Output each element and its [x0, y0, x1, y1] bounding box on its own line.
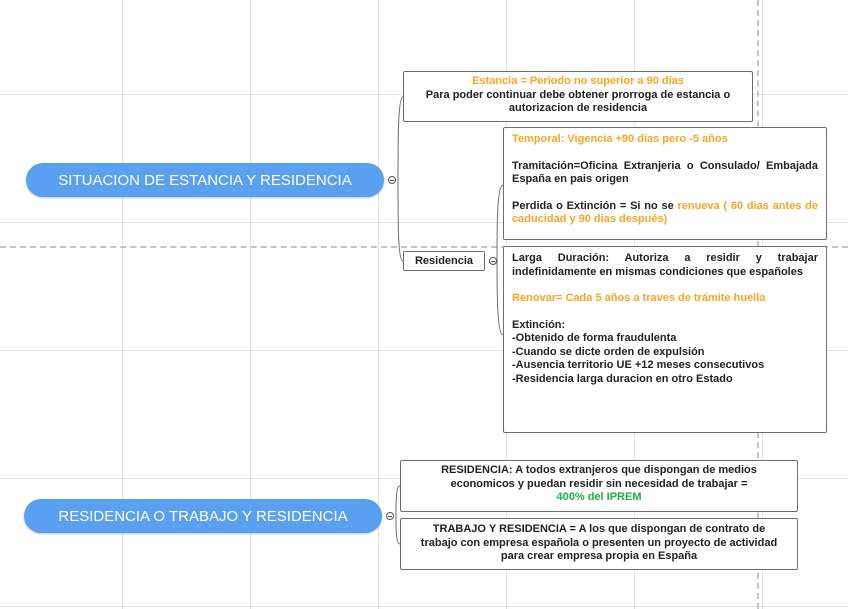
node-residencia-medios-text: RESIDENCIA: A todos extranjeros que dispongan de medios economicos y puedan residir sin necesidad de trabajar =: [441, 464, 757, 490]
node-trabajo-residencia[interactable]: [400, 518, 798, 570]
node-trabajo-residencia-text: TRABAJO Y RESIDENCIA = A los que dispongan de contrato de trabajo con empresa española o presenten un proyecto de actividad para crear empresa propia en España: [420, 523, 778, 562]
node-residencia[interactable]: [403, 251, 485, 271]
node-larga-extincion-item: -Obtenido de forma fraudulenta: [512, 332, 677, 344]
node-residencia-label: Residencia: [414, 255, 474, 267]
node-estancia[interactable]: [403, 71, 753, 122]
node-residencia-temporal[interactable]: [503, 127, 827, 240]
node-larga-extincion-item: -Ausencia territorio UE +12 meses consecutivos: [512, 359, 765, 371]
node-larga-renovar: Renovar= Cada 5 años a traves de trámite huella: [512, 292, 766, 304]
node-residencia-medios-highlight: 400% del IPREM: [556, 491, 642, 503]
node-estancia-title: Estancia = Periodo no superior a 90 días: [472, 75, 684, 87]
node-residencia-medios[interactable]: [400, 460, 798, 512]
node-larga-extincion-title: Extinción:: [512, 318, 566, 331]
root-node-label: RESIDENCIA O TRABAJO Y RESIDENCIA: [58, 507, 348, 525]
collapse-toggle-icon[interactable]: [386, 512, 394, 520]
node-residencia-larga-duracion[interactable]: [503, 246, 827, 433]
node-larga-extincion-item: -Residencia larga duracion en otro Estado: [512, 372, 733, 385]
node-temporal-perdida: [512, 200, 818, 227]
collapse-toggle-icon[interactable]: [489, 257, 497, 265]
connector-root1-residencia: [398, 180, 403, 261]
root-node-residencia-trabajo[interactable]: [24, 499, 382, 533]
node-temporal-title: Temporal: Vigencia +90 días pero -5 años: [512, 133, 728, 145]
node-temporal-tramitacion: Tramitación=Oficina Extranjeria o Consulado/ Embajada España en pais origen: [512, 159, 818, 185]
collapse-toggle-icon[interactable]: [388, 176, 396, 184]
node-larga-extincion-item: -Cuando se dicte orden de expulsión: [512, 345, 705, 358]
node-temporal-perdida-prefix: Perdida o Extinción = Si no se: [512, 199, 678, 212]
node-larga-text: Larga Duración: Autoriza a residir y trabajar indefinidamente en mismas condiciones que españoles: [512, 252, 818, 278]
node-estancia-body: Para poder continuar debe obtener prorroga de estancia o autorizacion de residencia: [425, 88, 731, 114]
node-temporal-perdida-highlight: renueva ( 60 dias antes de caducidad y 90 dias después): [512, 199, 818, 225]
root-node-estancia-residencia[interactable]: [26, 163, 384, 197]
root-node-label: SITUACION DE ESTANCIA Y RESIDENCIA: [58, 171, 352, 189]
